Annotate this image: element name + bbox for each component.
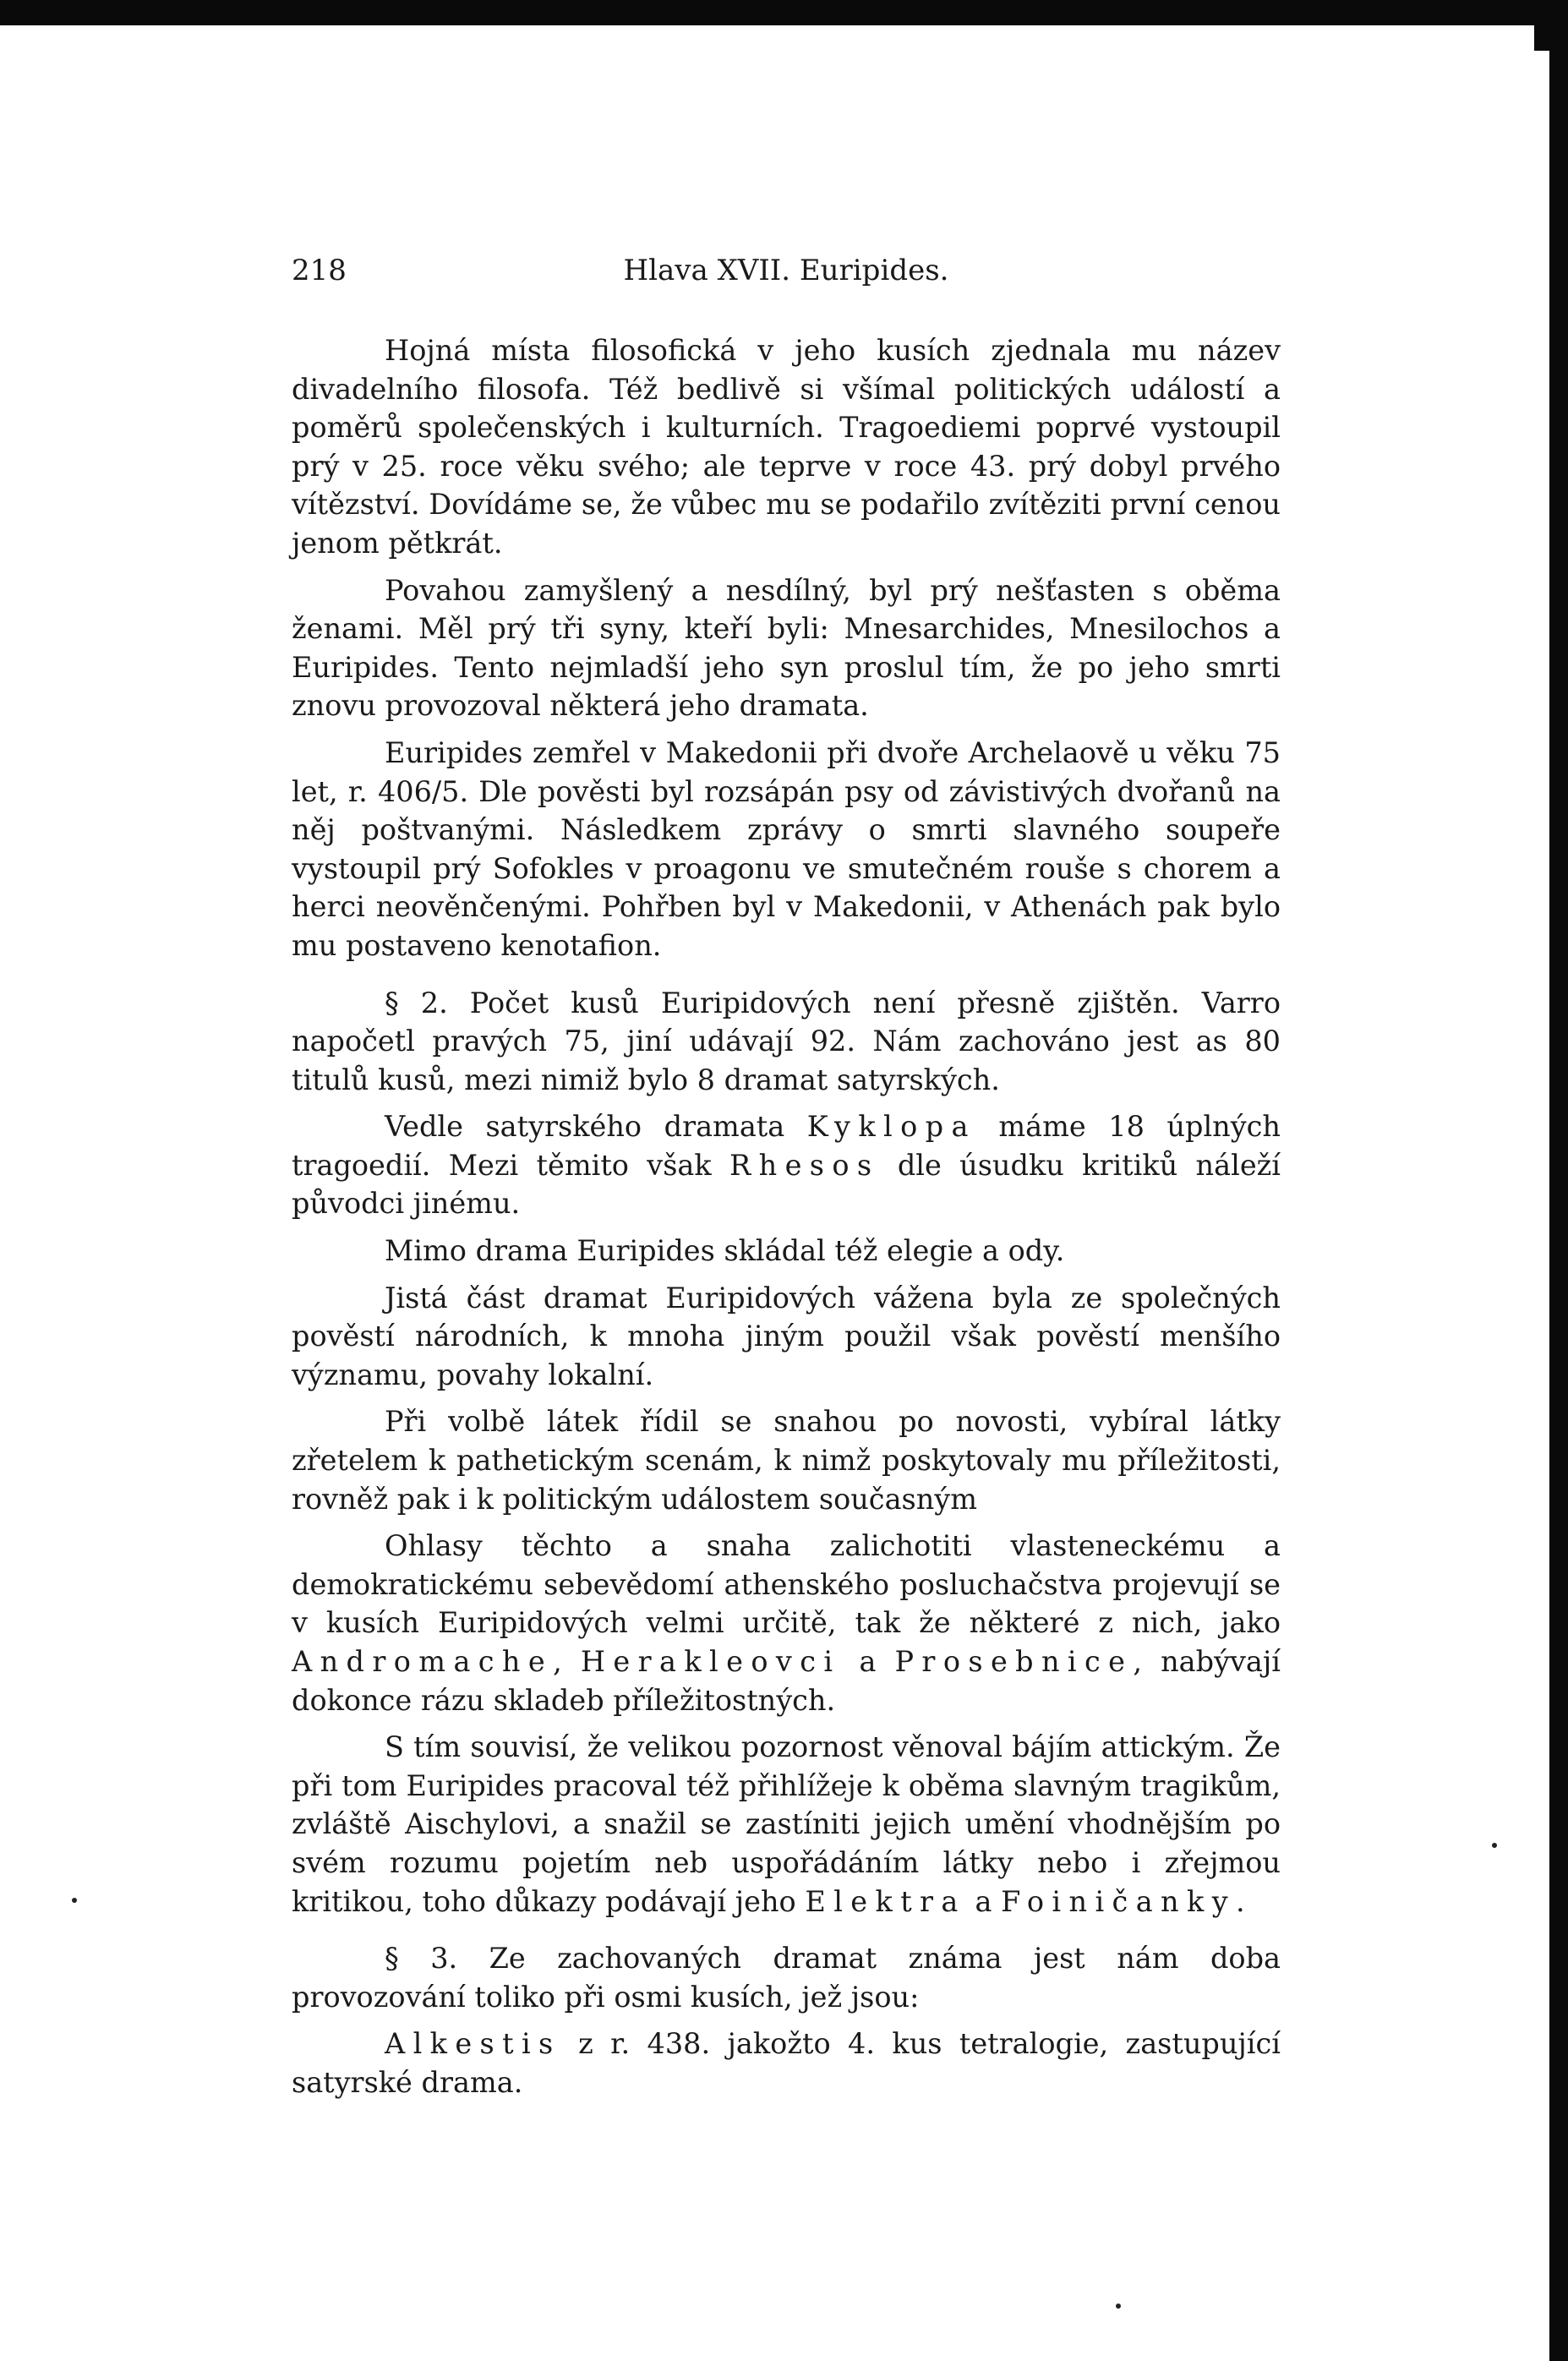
text-run: a bbox=[859, 1645, 877, 1678]
paragraph bbox=[292, 1728, 1281, 1921]
paragraph: Při volbě látek řídil se snahou po novosti, vybíral látky zřetelem k pathetickým scenám, k nimž poskytovaly mu příležitosti, rovněž pak i k politickým událostem současným bbox=[292, 1405, 1281, 1516]
text-run: z r. 438. jakožto 4. kus tetralogie, zastupující satyrské drama. bbox=[292, 2027, 1281, 2099]
scan-edge-top bbox=[0, 0, 1549, 25]
work-title-herakleovci: Herakleovci bbox=[580, 1645, 841, 1678]
work-title-foinicanky: Foiničanky bbox=[1001, 1884, 1236, 1918]
text-run: S tím souvisí, že velikou pozornost věnoval bájím attickým. Že při tom Euripides pracoval též přihlížeje k oběma slavným tragikům, zvláště Aischylovi, a snažil se zastíniti jejich umění vhodnějším po svém rozumu pojetím neb uspořádáním látky nebo i zřejmou kritikou, toho důkazy podávají jeho bbox=[292, 1730, 1281, 1918]
work-title-kyklopa: Kyklopa bbox=[806, 1110, 976, 1144]
work-title-andromache: Andromache bbox=[292, 1645, 554, 1678]
text-run: Vedle satyrského dramata bbox=[385, 1110, 785, 1144]
text-run: Ohlasy těchto a snaha zalichotiti vlasteneckému a demokratickému sebevědomí athenského posluchačstva projevují se v kusích Euripidových velmi určitě, tak že některé z nich, jako bbox=[292, 1529, 1281, 1640]
text-run: dle úsudku kritiků náleží původci jinému. bbox=[292, 1148, 1281, 1221]
scan-speck bbox=[1492, 1843, 1497, 1848]
work-title-rhesos: Rhesos bbox=[729, 1148, 880, 1182]
paragraph bbox=[292, 1107, 1281, 1223]
work-title-elektra: Elektra bbox=[805, 1884, 966, 1918]
text-run: , nabývají dokonce rázu skladeb příležitostných. bbox=[292, 1645, 1281, 1717]
work-title-prosebnice: Prosebnice bbox=[894, 1645, 1134, 1678]
paragraph: Mimo drama Euripides skládal též elegie a ody. bbox=[385, 1234, 1065, 1268]
paragraph bbox=[292, 2025, 1281, 2101]
paragraph: Povahou zamyšlený a nesdílný, byl prý nešťasten s oběma ženami. Měl prý tři syny, kteří byli: Mnesarchides, Mnesilochos a Euripides. Tento nejmladší jeho syn proslul tím, že po jeho smrti znovu provozoval některá jeho dramata. bbox=[292, 573, 1281, 723]
paragraph: Hojná místa filosofická v jeho kusích zjednala mu název divadelního filosofa. Též bedlivě si všímal politických událostí a poměrů společenských i kulturních. Tragoediemi poprvé vystoupil prý v 25. roce věku svého; ale teprve v roce 43. prý dobyl prvého vítězství. Dovídáme se, že vůbec mu se podařilo zvítěziti první cenou jenom pětkrát. bbox=[292, 334, 1281, 560]
page-number: 218 bbox=[292, 254, 347, 287]
page-header bbox=[292, 254, 1281, 296]
paragraph: Euripides zemřel v Makedonii při dvoře Archelaově u věku 75 let, r. 406/5. Dle pověsti byl rozsápán psy od závistivých dvořanů na něj poštvanými. Následkem zprávy o smrti slavného soupeře vystoupil prý Sofokles v proagonu ve smutečném rouše s chorem a herci neověnčenými. Pohřben byl v Makedonii, v Athenách pak bylo mu postaveno kenotafion. bbox=[292, 735, 1281, 962]
work-title-alkestis: Alkestis bbox=[385, 2027, 561, 2061]
section-3-paragraph: § 3. Ze zachovaných dramat známa jest nám doba provozování toliko při osmi kusích, jež jsou: bbox=[292, 1942, 1281, 2014]
text-run: . bbox=[1236, 1884, 1245, 1918]
paragraph: Ohlasy těchto a snaha zalichotiti vlasteneckému a demokratickému sebevědomí athenského posluchačstva projevují se v kusích Euripidových velmi určitě, tak že některé z nich, jako Andromache, Herakleovci a Prosebnice, nabývají dokonce rázu skladeb příležitostných. bbox=[292, 1529, 1281, 1717]
paragraph: Jistá část dramat Euripidových vážena byla ze společných pověstí národních, k mnoha jiným použil však pověstí menšího významu, povahy lokalní. bbox=[292, 1281, 1281, 1391]
text-run: máme 18 úplných tragoedií. Mezi těmito však bbox=[292, 1110, 1281, 1182]
text-run: a bbox=[975, 1884, 992, 1918]
section-2-paragraph: § 2. Počet kusů Euripidových není přesně zjištěn. Varro napočetl pravých 75, jiní udávají 92. Nám zachováno jest as 80 titulů kusů, mezi nimiž bylo 8 dramat satyrských. bbox=[292, 986, 1281, 1096]
scan-speck bbox=[1116, 2304, 1121, 2309]
scan-edge-right bbox=[1549, 34, 1568, 2361]
page-body bbox=[292, 331, 1281, 2111]
running-title: Hlava XVII. Euripides. bbox=[623, 254, 949, 287]
scan-speck bbox=[72, 1898, 77, 1903]
